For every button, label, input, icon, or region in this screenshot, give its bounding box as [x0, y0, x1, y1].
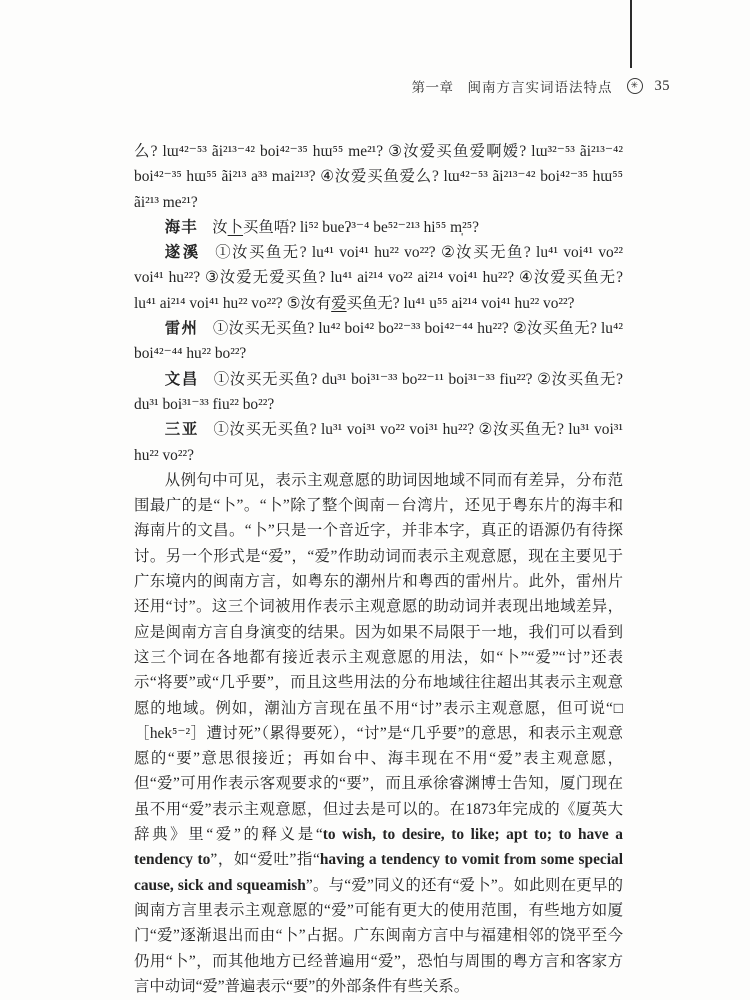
underlined-char: 爱 — [331, 294, 347, 312]
page-number: 35 — [654, 77, 670, 94]
flower-glyph: ✳ — [630, 80, 639, 91]
example-text: 买鱼无? lu⁴¹ u⁵⁵ ai²¹⁴ voi⁴¹ hu²² vo²²? — [346, 294, 575, 312]
place-name-sanya: 三亚 — [164, 421, 199, 439]
example-wenchang — [134, 367, 623, 418]
example-text: ①汝买无买鱼? lu⁴² boi⁴² bo²²⁻³³ boi⁴²⁻⁴⁴ hu²²? ②汝买鱼无? lu⁴² boi⁴²⁻⁴⁴ hu²² bo²²? — [134, 320, 623, 363]
paragraph-continuation — [134, 139, 623, 215]
paragraph-discussion — [134, 468, 623, 999]
chapter-label: 第一章 — [411, 80, 454, 95]
english-gloss: to wish, to desire, to like; apt to; to have a tendency to — [134, 826, 623, 869]
example-text: 买鱼唔? li⁵² bueʔ³⁻⁴ be⁵²⁻²¹³ hi⁵⁵ m̩²⁵? — [243, 218, 479, 236]
underlined-char: 卜 — [227, 218, 244, 236]
place-name-wenchang: 文昌 — [164, 370, 200, 388]
example-haifeng — [134, 215, 623, 240]
discussion-text: ”，如“爱吐”指“ — [210, 851, 320, 869]
place-name-haifeng: 海丰 — [164, 218, 198, 236]
chapter-title: 闽南方言实词语法特点 — [467, 80, 613, 95]
example-sanya — [134, 417, 623, 468]
page-body — [134, 139, 623, 999]
example-text: ①汝买无买鱼? lu³¹ voi³¹ vo²² voi³¹ hu²²? ②汝买鱼无? lu³¹ voi³¹ hu²² vo²²? — [134, 421, 623, 464]
example-text: ①汝买无买鱼? du³¹ boi³¹⁻³³ bo²²⁻¹¹ boi³¹⁻³³ fiu²²? ②汝买鱼无? du³¹ boi³¹⁻³³ fiu²² bo²²? — [134, 370, 623, 413]
place-name-leizhou: 雷州 — [164, 320, 199, 338]
english-gloss: having a tendency to vomit from some special cause, sick and squeamish — [134, 851, 623, 894]
example-suixi — [134, 240, 623, 316]
flower-ornament-icon — [627, 78, 643, 94]
example-text: 汝 — [212, 218, 228, 236]
continuation-text: 么? lɯ⁴²⁻⁵³ ãi²¹³⁻⁴² boi⁴²⁻³⁵ hɯ⁵⁵ me²¹? ③汝爱买鱼爱啊嫒? lɯ³²⁻⁵³ ãi²¹³⁻⁴² boi⁴²⁻³⁵ hɯ⁵⁵ ãi²¹³ a³³ mai²¹³? ④汝爱买鱼爱么? lɯ⁴²⁻⁵³ ãi²¹³⁻⁴² boi⁴²⁻³⁵ hɯ⁵⁵ ãi²¹³ me²¹? — [134, 143, 623, 211]
place-name-suixi: 遂溪 — [164, 244, 201, 262]
running-header — [130, 76, 670, 96]
example-leizhou — [134, 316, 623, 367]
margin-rule — [630, 0, 632, 68]
example-text: ①汝买鱼无? lu⁴¹ voi⁴¹ hu²² vo²²? ②汝买无鱼? lu⁴¹ voi⁴¹ vo²² voi⁴¹ hu²²? ③汝爱无爱买鱼? lu⁴¹ ai²¹⁴ vo²² ai²¹⁴ voi⁴¹ hu²²? ④汝爱买鱼无? lu⁴¹ ai²¹⁴ voi⁴¹ hu²² vo²²? ⑤汝有 — [134, 244, 623, 312]
discussion-text: 从例句中可见，表示主观意愿的助词因地域不同而有差异，分布范围最广的是“卜”。“卜”除了整个闽南－台湾片，还见于粤东片的海丰和海南片的文昌。“卜”只是一个音近字，并非本字，真正的语源仍有待探讨。另一个形式是“爱”，“爱”作助动词而表示主观意愿，现在主要见于广东境内的闽南方言，如粤东的潮州片和粤西的雷州片。此外，雷州片还用“讨”。这三个词被用作表示主观意愿的助动词并表现出地域差异，应是闽南方言自身演变的结果。因为如果不局限于一地，我们可以看到这三个词在各地都有接近表示主观意愿的用法，如“卜”“爱”“讨”还表示“将要”或“几乎要”，而且这些用法的分布地域往往超出其表示主观意愿的地域。例如，潮汕方言现在虽不用“讨”表示主观意愿，但可说“□［hek⁵⁻²］遭讨死”（累得要死），“讨”是“几乎要”的意思，和表示主观意愿的“要”意思很接近；再如台中、海丰现在不用“爱”表主观意愿，但“爱”可用作表示客观要求的“要”，而且承徐睿渊博士告知，厦门现在虽不用“爱”表示主观意愿，但过去是可以的。在1873年完成的《厦英大辞典》里“爱”的释义是“ — [134, 471, 623, 844]
discussion-text: ”。与“爱”同义的还有“爱卜”。如此则在更早的闽南方言里表示主观意愿的“爱”可能有更大的使用范围，有些地方如厦门“爱”逐渐退出而由“卜”占据。广东闽南方言中与福建相邻的饶平至今仍用“卜”，而其他地方已经普遍用“爱”，恐怕与周围的粤方言和客家方言中动词“爱”普遍表示“要”的外部条件有些关系。 — [134, 876, 623, 995]
